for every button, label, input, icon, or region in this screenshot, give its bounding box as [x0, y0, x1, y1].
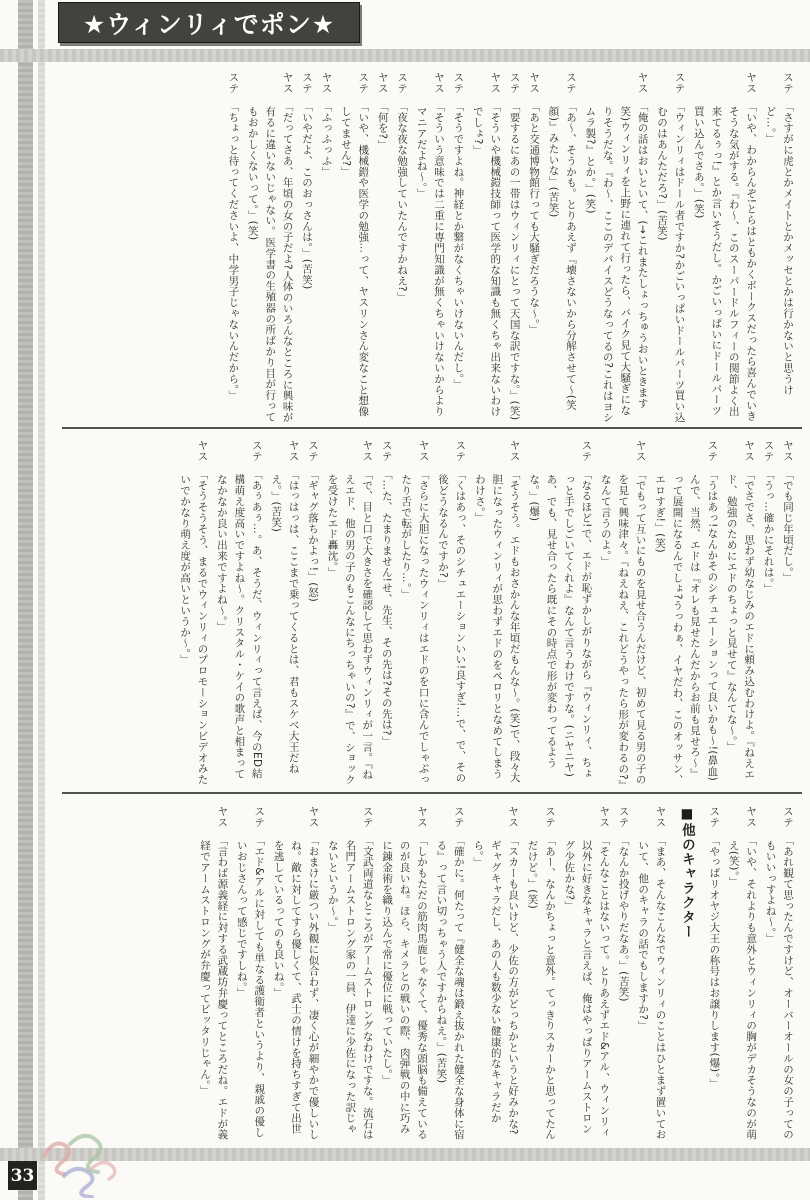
- dialogue-entry: [596, 440, 648, 786]
- dialogue-entry: [581, 72, 651, 425]
- dialogue-text: 「そういう意味では二重に専門知識が無くちゃいけないからよりマニアだよね〜。」: [415, 100, 445, 417]
- speaker-label: ステ: [508, 72, 521, 94]
- speaker-label: ステ: [452, 806, 465, 828]
- dialogue-text: 「そうですよね。神経とか繋がなくちゃいけないんだし。」: [452, 100, 465, 390]
- speaker-label: ステ: [452, 72, 465, 94]
- speaker-label: ヤス: [307, 806, 320, 828]
- dialogue-text: 「何を?」: [376, 100, 389, 151]
- dialogue-text: 「夜な夜な勉強していたんですかねえ?」: [396, 100, 409, 303]
- dialogue-text: 「ふっふっふ」: [320, 100, 333, 177]
- dialogue-text: 「やっぱリオヤジ大王の称号はお譲りします(爆)。」: [708, 834, 721, 1090]
- dialogue-text: 「そんなことはないって。とりあえずエド&アル、ウィンリィ以外に好きなキャラと言えば、俺はやっぱりアームストロング少佐かな?」: [563, 834, 611, 1138]
- dialogue-entry: [336, 72, 371, 425]
- dialogue-entry: [651, 440, 721, 786]
- dialogue-text: 「ウィンリィはドール者ですか?かごいっぱいドールパーツ買い込むのはあんただろ?」(苦笑): [656, 100, 686, 423]
- talk-band-1: [60, 72, 798, 425]
- dialogue-text: 「そういや機械鎧技師って医学的な知識も無くちゃ出来ないわけでしょ?」: [471, 100, 502, 417]
- speaker-label: ステ: [782, 72, 794, 94]
- speaker-label: ヤス: [507, 806, 520, 828]
- speaker-label: ヤス: [598, 806, 611, 828]
- dialogue-entry: [269, 806, 321, 1144]
- dialogue-text: 「そうそうそう、まるでウィンリィのプロモーションビデオみたいでかなり萌え度が高いというか〜。」: [179, 468, 209, 785]
- dialogue-entry: [761, 72, 796, 425]
- dialogue-text: 「エド&アルに対しても単なる護衛者というより、親戚の優しいおじさんって感じですしね。」: [235, 834, 266, 1138]
- dialogue-entry: [653, 72, 688, 425]
- speaker-label: ステ: [301, 72, 314, 94]
- dialogue-text: 「おまけに厳つい外観に似合わず、凄く心が細やかで優しいしね。敵に対してすら優しくて、武士の情けを持ちすぎて出世を逃しているってのも良いね。」: [272, 834, 320, 1140]
- bottom-border-band: [0, 1148, 810, 1161]
- dialogue-entry: [232, 806, 267, 1144]
- page-number: 33: [8, 1161, 37, 1190]
- speaker-label: ステ: [250, 440, 263, 462]
- dialogue-entry: [196, 806, 231, 1144]
- speaker-label: ヤス: [216, 806, 229, 828]
- speaker-label: ヤス: [361, 440, 374, 462]
- dialogue-entry: [525, 440, 595, 786]
- dialogue-text: 「いや、それよりも意外とウィンリィの胸がデカそうなのが萌え(笑)。」: [727, 834, 758, 1140]
- speaker-label: ヤス: [432, 72, 445, 94]
- speaker-label: ステ: [673, 72, 686, 94]
- dialogue-text: 「うっ…確かにそれは。」: [762, 468, 775, 595]
- dialogue-text: 「なるほど!で、エドが恥ずかしがりながら『ウィンリィ、ちょっと手でしごいてくれよ』なんて言うわけですな。(ニヤニヤ)あ、でも、見せ合ったら既にその時点で形が変わってるような。」(爆): [528, 468, 593, 779]
- section-header: ■他のキャラクター: [678, 806, 695, 939]
- dialogue-entry: [722, 440, 757, 786]
- dialogue-entry: [560, 806, 612, 1144]
- dialogue-text: 「あぅあぅ…。あ、そうだ、ウィンリィって言えば、今のED結構萌え度高いですよね〜。クリスタル・ケイの歌声と相まってなかなか良い出来ですよね〜。」: [215, 468, 263, 779]
- dialogue-text: 「あれ観て思ったんですけど、オーバーオールの女の子ってのもいいっすよね〜。」: [764, 834, 794, 1140]
- speaker-label: ステ: [580, 440, 593, 462]
- dialogue-entry: [317, 72, 334, 425]
- speaker-label: ヤス: [417, 440, 430, 462]
- dialogue-entry: [525, 72, 542, 425]
- speaker-label: ステ: [762, 440, 775, 462]
- dialogue-entry: [469, 806, 521, 1144]
- dialogue-entry: [176, 440, 211, 786]
- page-title-text: ★ウィンリィでポン★: [82, 9, 336, 39]
- dialogue-entry: [449, 72, 466, 425]
- dialogue-text: 「いやだよ、このおっさんは。」(苦笑): [301, 100, 314, 290]
- speaker-label: ヤス: [489, 72, 502, 94]
- speaker-label: ヤス: [281, 72, 294, 94]
- dialogue-text: 「なんか投げやりだなあ。」(苦笑): [617, 834, 630, 1002]
- dialogue-text: 「あと交通博物館行っても大騒ぎだろうな〜。」: [528, 100, 541, 336]
- dialogue-entry: [689, 72, 759, 425]
- dialogue-text: 「要するにあの一帯はウィンリィにとって天国な訳ですな。」(笑): [508, 100, 521, 421]
- talk-band-3: [60, 806, 798, 1144]
- dialogue-text: 「くはあっ、そのシチュエーションいい!良すぎ!…で、で、その後どうなるんですか?」: [436, 468, 467, 784]
- dialogue-entry: [397, 440, 432, 786]
- speaker-label: ヤス: [634, 440, 647, 462]
- dialogue-entry: [323, 440, 375, 786]
- dialogue-text: 「はっはっは、ここまで乗ってくるとは、君もスケベ大王だねえ。」(苦笑): [270, 468, 300, 774]
- dialogue-entry: [505, 72, 522, 425]
- talk-band-2: [60, 440, 798, 786]
- dialogue-entry: [304, 440, 321, 786]
- dialogue-entry: [468, 72, 503, 425]
- dialogue-text: 「でも同じ年頃だし。」: [782, 468, 794, 584]
- page-title: [58, 2, 360, 43]
- dialogue-entry: [377, 440, 394, 786]
- speaker-label: ヤス: [745, 806, 758, 828]
- dialogue-text: 「うはあっ!なんかそのシチュエーションって良いかも〜!(鼻血)んで、当然、エドは『オレも見せたんだからお前も見せろ〜』って展開になるんでしょ?うっわぁ、イヤだわ、このオッサン、エロすぎ!」(笑): [654, 468, 719, 785]
- dialogue-text: 「しかもただの筋肉馬鹿じゃなくて、優秀な頭脳も備えているのが良いね。ほら、キメラとの戦いの際、肉弾戦の中に巧みに錬金術を織り込んで常に優位に戦っていたし。」: [381, 834, 428, 1140]
- speaker-label: ステ: [380, 440, 393, 462]
- dialogue-text: 「ちょっと待ってくださいよ、中学男子じゃないんだから。」: [227, 100, 240, 401]
- speaker-label: ヤス: [636, 72, 649, 94]
- left-border-band-outer: [18, 0, 33, 1200]
- dialogue-entry: [470, 440, 522, 786]
- dialogue-text: 「でさでさ、思わず幼なじみのエドに頼み込むわけよ。『ねえエド、勉強のためにエドのちょっと見せて』なんてな〜。」: [725, 468, 756, 780]
- speaker-label: ステ: [307, 440, 320, 462]
- dialogue-entry: [634, 806, 669, 1144]
- speaker-label: ヤス: [745, 72, 758, 94]
- speaker-label: ヤス: [654, 806, 667, 828]
- dialogue-entry: [412, 72, 447, 425]
- speaker-label: ヤス: [287, 440, 300, 462]
- dialogue-entry: [544, 72, 579, 425]
- dialogue-entry: [724, 806, 759, 1144]
- speaker-label: ヤス: [196, 440, 209, 462]
- dialogue-text: 「だってさあ、年頃の女の子だよ?人体のいろんなところに興味が有るに違いないじゃない。医学書の生殖器の所ばかり目が行ってもおかしくないって。」(笑): [246, 100, 294, 423]
- speaker-label: ステ: [543, 806, 556, 828]
- speaker-label: ステ: [617, 806, 630, 828]
- top-border-band: [0, 49, 810, 62]
- dialogue-entry: [523, 806, 558, 1144]
- dialogue-text: 「…た、たまりません!せ、先生、その先は?その先は?」: [380, 468, 393, 747]
- dialogue-entry: [393, 72, 410, 425]
- dialogue-entry: [434, 440, 469, 786]
- dialogue-text: 「確かに。何たって『健全な魂は鍛え抜かれた健全な身体に宿る』って言い切っちゃう人ですからねえ。」(苦笑): [435, 834, 465, 1140]
- dialogue-text: 「いや、わからんぞ!とらはともかくボークスだったら喜んでいきそうな気がする。『わ〜、このスーパードルフィーの関節よく出来てるぅっ!』とか言いそうだし。かごいっぱいにドールパーツ買い込んでさあ。」(笑): [692, 100, 758, 422]
- speaker-label: ステ: [396, 72, 409, 94]
- dialogue-text: 「ギャグ落ちかよっ!」(怒): [307, 468, 320, 603]
- dialogue-entry: [267, 440, 302, 786]
- dialogue-entry: [759, 440, 776, 786]
- speaker-label: ステ: [227, 72, 240, 94]
- speaker-label: ヤス: [528, 72, 541, 94]
- dialogue-entry: [705, 806, 722, 1144]
- dialogue-entry: [224, 72, 241, 425]
- dialogue-entry: [432, 806, 467, 1144]
- dialogue-entry: [323, 806, 375, 1144]
- dialogue-entry: [614, 806, 631, 1144]
- section-divider: [62, 427, 802, 429]
- speaker-label: ステ: [782, 806, 794, 828]
- dialogue-text: 「そうそう。エドもおさかんな年頃だもんな〜。(笑)で、段々大胆になったウィンリィが思わずエドのをペロリとなめてしまうわけさ。」: [473, 468, 521, 783]
- dialogue-text: 「あー、なんかちょっと意外。てっきりスカーかと思ってたんだけど。」(笑): [526, 834, 556, 1140]
- section-divider: [62, 792, 802, 794]
- dialogue-text: 「言わば源義経に対する武蔵坊弁慶ってところだね。エドが義経でアームストロングが弁慶ってピッタリじゃん。」: [198, 834, 229, 1140]
- dialogue-entry: [373, 72, 390, 425]
- speaker-label: ステ: [357, 72, 370, 94]
- dialogue-text: 「いや、機械鎧や医学の勉強…って、ヤスリンさん変なこと想像してません?」: [339, 100, 370, 417]
- dialogue-entry: [761, 806, 796, 1144]
- dialogue-text: 「俺の話はおいといて、(→これまたしょっちゅうおいときます 笑)ウィンリィを上野に連れて行ったら、バイク見て大騒ぎになりそうだな。『わ〜、ここのデバイスどうなってるの?これはヨシムラ製?』とか。」(笑): [584, 100, 649, 423]
- dialogue-text: 「さらに大胆になったウィンリィはエドのを口に含んでしゃぶったり舌で転がしたり…。」: [400, 468, 430, 785]
- speaker-label: ステ: [706, 440, 719, 462]
- dialogue-text: 「さすがに虎とかメイトとかメッセとかは行かないと思うけど…。」: [764, 100, 794, 395]
- speaker-label: ステ: [361, 806, 374, 828]
- speaker-label: ヤス: [782, 440, 794, 462]
- speaker-label: ヤス: [743, 440, 756, 462]
- speaker-label: ステ: [564, 72, 577, 94]
- speaker-label: ヤス: [416, 806, 428, 828]
- speaker-label: ステ: [454, 440, 467, 462]
- speaker-label: ヤス: [320, 72, 333, 94]
- speaker-label: ヤス: [508, 440, 521, 462]
- dialogue-entry: [298, 72, 315, 425]
- speaker-label: ヤス: [376, 72, 389, 94]
- speaker-label: ステ: [708, 806, 721, 828]
- dialogue-entry: [213, 440, 265, 786]
- dialogue-text: 「文武両道なところがアームストロングなわけですな。流石は名門アームストロング家の一員、伊達に少佐になった訳じゃないというか〜。」: [326, 834, 374, 1140]
- dialogue-text: 「あ〜、そうかも。とりあえず『壊さないから分解させて〜(笑顔)』みたいな」(苦笑): [547, 100, 577, 411]
- dialogue-entry: [779, 440, 796, 786]
- dialogue-text: 「でもって互いにものを見せ合うんだけど、初めて見る男の子のを見て興味津々。『ねえねえ、これどうやったら形が変わるの?』なんて言うのよ。」: [599, 468, 647, 786]
- dialogue-text: 「で、目と口で大きさを確認して思わずウィンリィが一言。『ねえエド、他の男の子のもこんなにちっちゃいの?』で、ショックを受けたエド轟沈。」: [326, 468, 374, 785]
- speaker-label: ステ: [253, 806, 266, 828]
- left-border-band-inner: [38, 0, 45, 1200]
- dialogue-entry: [243, 72, 295, 425]
- dialogue-entry: [378, 806, 430, 1144]
- dialogue-text: 「スカーも良いけど、少佐の方がどっちかというと好みかな?ギャグキャラだし、あの人も数少ない健康的なキャラだから。」: [472, 834, 520, 1135]
- dialogue-text: 「まあ、そんなこんなでウィンリィのことはひとまず置いておいて、他のキャラの話でもしますか?」: [637, 834, 667, 1140]
